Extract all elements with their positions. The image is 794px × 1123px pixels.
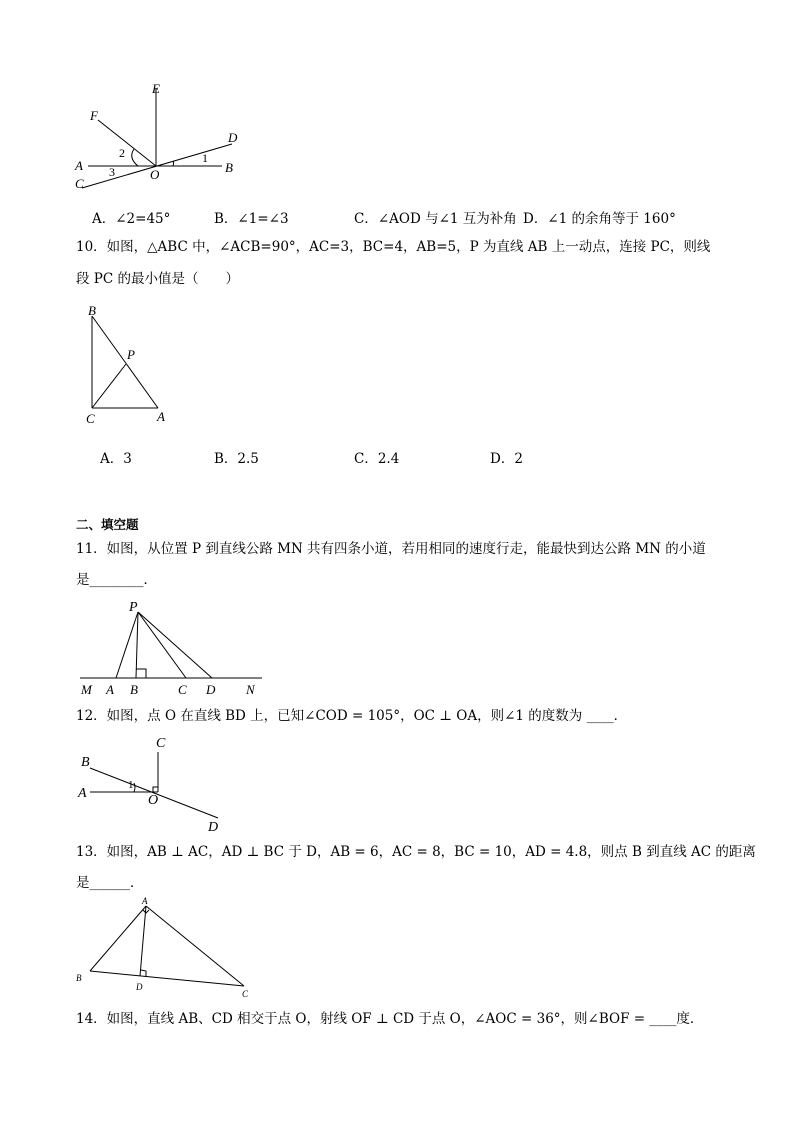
q12-stem: 12．如图，点 O 在直线 BD 上，已知∠COD = 105°，OC ⊥ OA，则∠1 的度数为 ____．: [76, 708, 628, 724]
label-c: C: [75, 176, 84, 191]
q13-figure: [72, 893, 262, 1003]
label-n: N: [246, 682, 255, 697]
label-d: D: [136, 982, 143, 992]
label-c: C: [86, 411, 95, 426]
label-angle-2: 2: [119, 146, 125, 160]
label-d: D: [206, 682, 216, 697]
q9-option-c[interactable]: C．∠AOD 与∠1 互为补角: [354, 211, 517, 227]
q10-option-b[interactable]: B．2.5: [214, 451, 259, 467]
label-a: A: [78, 786, 87, 801]
q10-option-d[interactable]: D．2: [490, 451, 523, 467]
label-b: B: [225, 160, 233, 175]
label-b: B: [81, 755, 90, 770]
q13-stem-line2: 是______．: [76, 875, 144, 891]
label-f: F: [90, 108, 98, 123]
label-angle-1: 1: [128, 779, 134, 791]
q9-option-a[interactable]: A．∠2=45°: [92, 211, 171, 227]
label-p: P: [127, 347, 135, 362]
label-angle-1: 1: [202, 151, 208, 165]
q9-option-b[interactable]: B．∠1=∠3: [214, 211, 289, 227]
label-b: B: [76, 973, 82, 983]
label-c: C: [156, 736, 166, 751]
label-p: P: [129, 600, 138, 615]
label-a: A: [142, 896, 148, 906]
label-c: C: [242, 989, 249, 999]
ray-of: [98, 120, 156, 166]
q10-figure: [80, 300, 180, 430]
label-d: D: [228, 130, 238, 145]
q12-figure: [76, 730, 236, 835]
q10-option-c[interactable]: C．2.4: [354, 451, 400, 467]
label-a: A: [157, 409, 165, 424]
label-d: D: [208, 820, 219, 835]
label-angle-3: 3: [109, 165, 115, 179]
label-o: O: [150, 167, 160, 182]
label-o: O: [148, 793, 159, 808]
label-a: A: [75, 158, 83, 173]
q9-figure: [70, 78, 250, 193]
angle-1-arc: [173, 161, 174, 166]
label-c: C: [178, 682, 187, 697]
q11-stem-line2: 是________．: [76, 572, 157, 588]
q13-stem-line1: 13．如图，AB ⊥ AC，AD ⊥ BC 于 D，AB = 6，AC = 8，BC = 10，AD = 4.8，则点 B 到直线 AC 的距离: [76, 844, 756, 860]
q10-option-a[interactable]: A．3: [100, 451, 132, 467]
label-e: E: [152, 81, 160, 96]
q11-figure: [76, 595, 276, 700]
label-a: A: [106, 682, 114, 697]
q10-stem-line1: 10．如图，△ABC 中，∠ACB=90°，AC=3，BC=4，AB=5，P 为直线 AB 上一动点，连接 PC，则线: [76, 239, 711, 255]
label-b: B: [88, 303, 96, 318]
label-b: B: [130, 682, 138, 697]
q14-stem: 14．如图，直线 AB、CD 相交于点 O，射线 OF ⊥ CD 于点 O，∠AOC = 36°，则∠BOF = ____度．: [76, 1011, 704, 1027]
q9-option-d[interactable]: D．∠1 的余角等于 160°: [523, 211, 676, 227]
section-title: 二、填空题: [76, 517, 139, 532]
q11-stem-line1: 11．如图，从位置 P 到直线公路 MN 共有四条小道，若用相同的速度行走，能最快到达公路 MN 的小道: [76, 541, 706, 557]
label-m: M: [81, 682, 92, 697]
q10-stem-line2: 段 PC 的最小值是（ ）: [76, 271, 239, 287]
